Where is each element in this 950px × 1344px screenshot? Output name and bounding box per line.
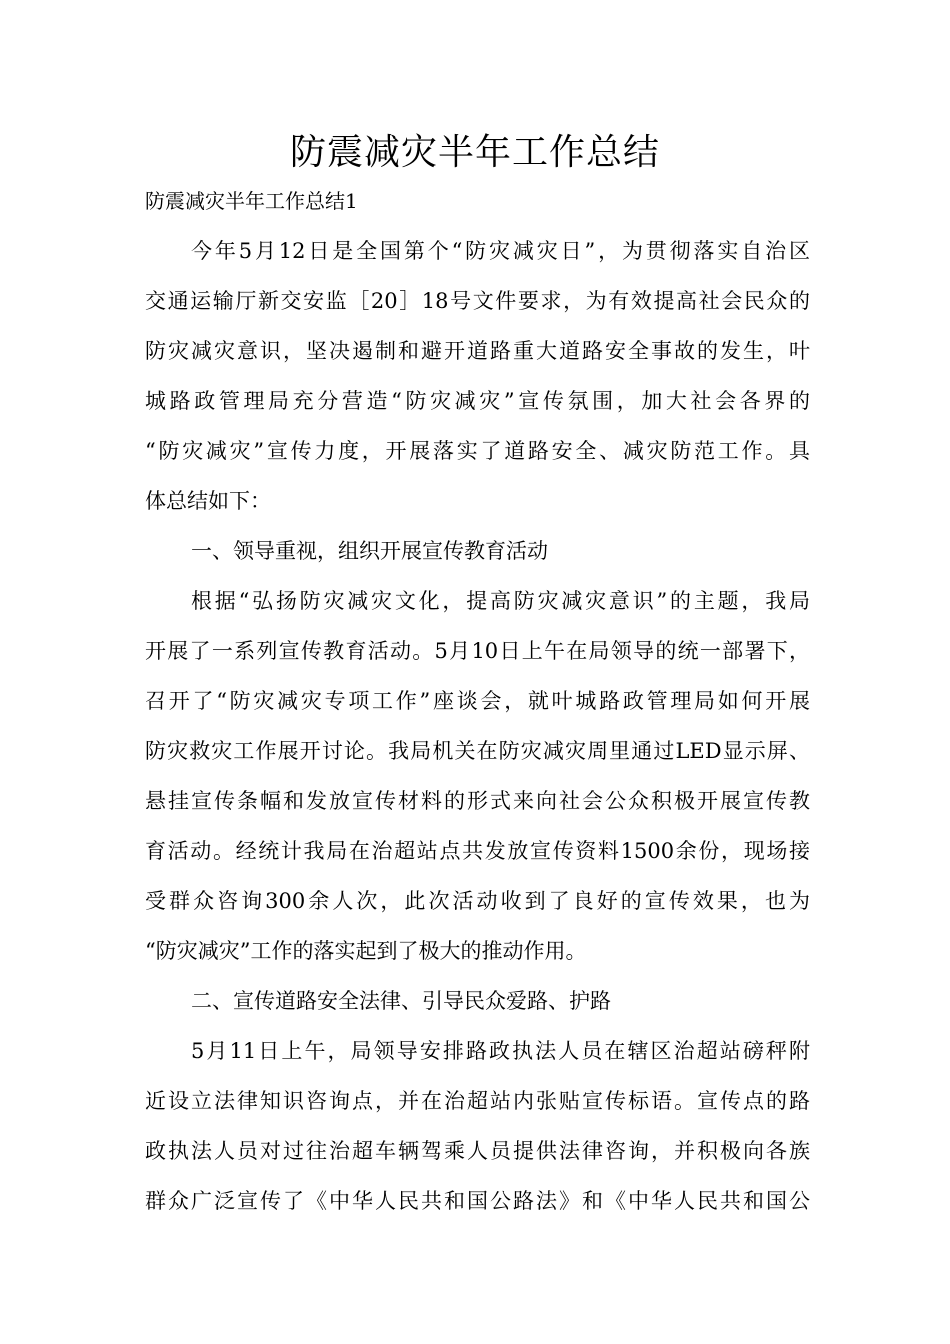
document-body [145,234,810,1234]
body-line: 城路政管理局充分营造“防灾减灾”宣传氛围，加大社会各界的 [145,389,810,413]
body-line: 交通运输厅新交安监［20］18号文件要求，为有效提高社会民众的 [145,289,810,313]
body-line: “防灾减灾”工作的落实起到了极大的推动作用。 [145,939,587,963]
body-line: 召开了“防灾减灾专项工作”座谈会，就叶城路政管理局如何开展 [145,689,810,713]
body-line: 5月11日上午，局领导安排路政执法人员在辖区治超站磅秤附 [191,1039,810,1063]
body-line: 群众广泛宣传了《中华人民共和国公路法》和《中华人民共和国公 [145,1189,810,1213]
body-line: 今年5月12日是全国第个“防灾减灾日”，为贯彻落实自治区 [191,239,810,263]
body-line: “防灾减灾”宣传力度，开展落实了道路安全、减灾防范工作。具 [145,439,810,463]
document-subtitle: 防震减灾半年工作总结1 [145,189,358,213]
body-line: 近设立法律知识咨询点，并在治超站内张贴宣传标语。宣传点的路 [145,1089,810,1113]
body-line: 悬挂宣传条幅和发放宣传材料的形式来向社会公众积极开展宣传教 [145,789,810,813]
body-line: 防灾减灾意识，坚决遏制和避开道路重大道路安全事故的发生，叶 [145,339,810,363]
section-heading: 一、领导重视，组织开展宣传教育活动 [191,539,548,563]
body-line: 政执法人员对过往治超车辆驾乘人员提供法律咨询，并积极向各族 [145,1139,810,1163]
body-line: 根据“弘扬防灾减灾文化，提高防灾减灾意识”的主题，我局 [191,589,810,613]
body-line: 防灾救灾工作展开讨论。我局机关在防灾减灾周里通过LED显示屏、 [145,739,810,763]
body-line: 开展了一系列宣传教育活动。5月10日上午在局领导的统一部署下， [145,639,810,663]
body-line: 育活动。经统计我局在治超站点共发放宣传资料1500余份，现场接 [145,839,810,863]
body-line: 受群众咨询300余人次，此次活动收到了良好的宣传效果，也为 [145,889,810,913]
body-line: 体总结如下： [145,489,271,513]
document-title: 防震减灾半年工作总结 [289,132,660,173]
section-heading: 二、宣传道路安全法律、引导民众爱路、护路 [191,989,611,1013]
